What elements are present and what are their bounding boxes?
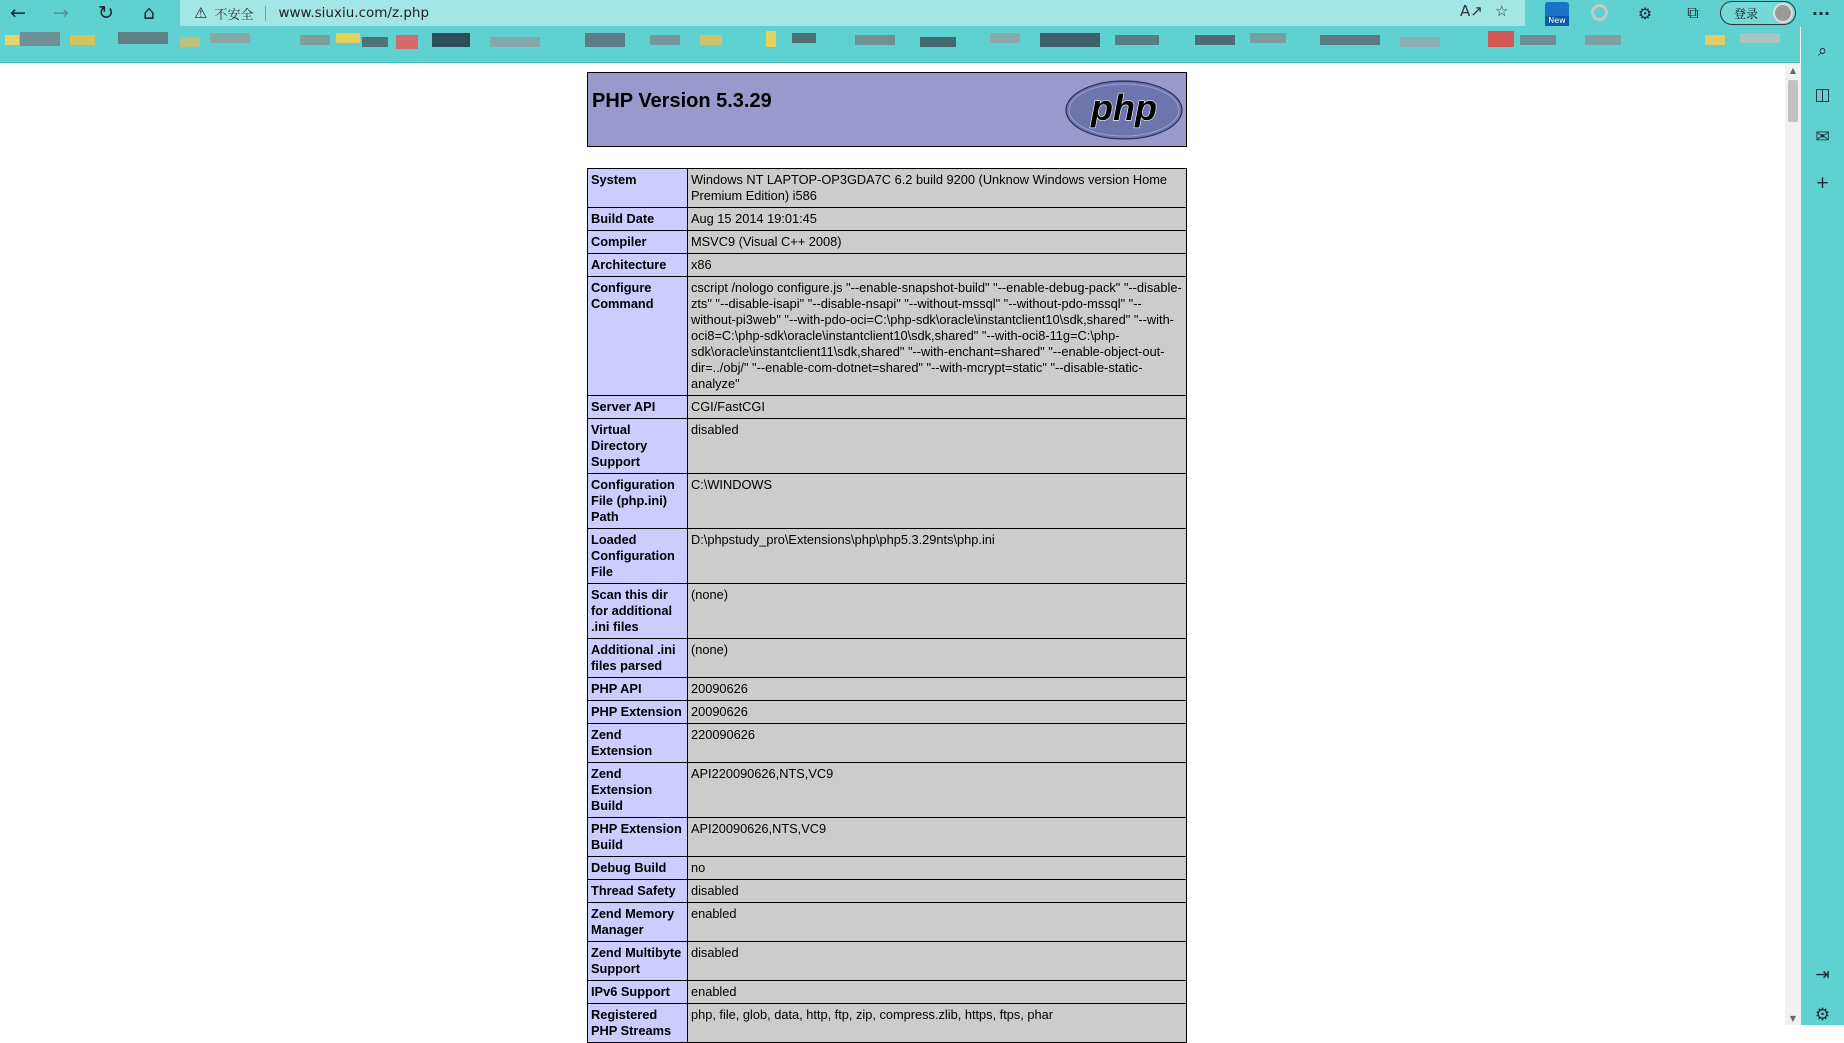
table-row bbox=[588, 981, 1187, 1004]
info-table-body bbox=[588, 169, 1187, 1043]
row-value: Aug 15 2014 19:01:45 bbox=[687, 208, 1186, 231]
extension-circle-icon[interactable] bbox=[1591, 4, 1608, 21]
row-value: 20090626 bbox=[687, 678, 1186, 701]
search-icon[interactable]: ⌕ bbox=[1817, 41, 1828, 61]
row-value: php, file, glob, data, http, ftp, zip, compress.zlib, https, ftps, phar bbox=[687, 1004, 1186, 1043]
scrollbar-thumb[interactable] bbox=[1788, 80, 1798, 122]
row-label: PHP Extension bbox=[588, 701, 688, 724]
row-label: Thread Safety bbox=[588, 880, 688, 903]
table-row bbox=[588, 254, 1187, 277]
php-logo-text: php bbox=[1091, 87, 1157, 128]
table-row bbox=[588, 880, 1187, 903]
new-extension-icon[interactable] bbox=[1545, 2, 1569, 26]
refresh-icon[interactable]: ↻ bbox=[98, 2, 114, 24]
row-value: no bbox=[687, 857, 1186, 880]
table-row bbox=[588, 419, 1187, 474]
scroll-down-icon[interactable]: ▼ bbox=[1789, 1014, 1797, 1023]
row-value: (none) bbox=[687, 584, 1186, 639]
page-title: PHP Version 5.3.29 bbox=[592, 90, 772, 112]
home-icon[interactable]: ⌂ bbox=[142, 2, 156, 24]
browser-toolbar bbox=[0, 0, 1844, 27]
row-label: Zend Extension Build bbox=[588, 763, 688, 818]
gear-icon[interactable]: ⚙ bbox=[1814, 1005, 1831, 1025]
table-row bbox=[588, 678, 1187, 701]
arrow-right-icon[interactable]: → bbox=[53, 2, 69, 24]
table-row bbox=[588, 396, 1187, 419]
php-logo bbox=[1064, 79, 1184, 141]
table-row bbox=[588, 942, 1187, 981]
row-label: Scan this dir for additional .ini files bbox=[588, 584, 688, 639]
row-value: D:\phpstudy_pro\Extensions\php\php5.3.29nts\php.ini bbox=[687, 529, 1186, 584]
table-row bbox=[588, 857, 1187, 880]
read-aloud-icon[interactable]: A↗ bbox=[1460, 2, 1483, 20]
row-value: disabled bbox=[687, 419, 1186, 474]
row-label: Server API bbox=[588, 396, 688, 419]
row-value: 220090626 bbox=[687, 724, 1186, 763]
row-label: PHP Extension Build bbox=[588, 818, 688, 857]
table-row bbox=[588, 1004, 1187, 1043]
insecure-label[interactable]: 不安全 bbox=[214, 7, 254, 23]
row-value: API220090626,NTS,VC9 bbox=[687, 763, 1186, 818]
table-row bbox=[588, 231, 1187, 254]
arrow-left-icon[interactable]: ← bbox=[10, 2, 26, 24]
row-label: Build Date bbox=[588, 208, 688, 231]
collections-icon[interactable]: ⧉ bbox=[1687, 3, 1699, 22]
row-value: disabled bbox=[687, 942, 1186, 981]
row-label: Configuration File (php.ini) Path bbox=[588, 474, 688, 529]
table-row bbox=[588, 584, 1187, 639]
scroll-up-icon[interactable]: ▲ bbox=[1789, 66, 1797, 75]
login-button[interactable]: 登录 bbox=[1720, 1, 1796, 25]
outlook-icon[interactable]: ✉ bbox=[1815, 127, 1830, 147]
row-label: Additional .ini files parsed bbox=[588, 639, 688, 678]
row-value: cscript /nologo configure.js "--enable-snapshot-build" "--enable-debug-pack" "--disable-zts" "--disable-isapi" "--disable-nsapi" "--without-mssql" "--without-pdo-mssql" "--without-pi3web" "--with-pdo-oci=C:\php-sdk\oracle\instantclient10\sdk,shared" "--with-oci8=C:\php-sdk\oracle\instantclient10\sdk,shared" "--with-oci8-11g=C:\php-sdk\oracle\instantclient11\sdk,shared" "--with-enchant=shared" "--enable-object-out-dir=../obj/" "--enable-com-dotnet=shared" "--with-mcrypt=static" "--disable-static-analyze" bbox=[687, 277, 1186, 396]
address-bar[interactable] bbox=[180, 0, 1525, 26]
table-row bbox=[588, 724, 1187, 763]
table-row bbox=[588, 277, 1187, 396]
row-label: Zend Memory Manager bbox=[588, 903, 688, 942]
row-label: Debug Build bbox=[588, 857, 688, 880]
row-value: C:\WINDOWS bbox=[687, 474, 1186, 529]
warning-triangle-icon[interactable]: ⚠ bbox=[194, 4, 208, 22]
php-version-header bbox=[587, 72, 1187, 147]
row-label: System bbox=[588, 169, 688, 208]
page-content bbox=[0, 64, 1785, 1038]
table-row bbox=[588, 818, 1187, 857]
row-value: 20090626 bbox=[687, 701, 1186, 724]
info-table bbox=[587, 168, 1187, 1043]
table-row bbox=[588, 701, 1187, 724]
row-value: (none) bbox=[687, 639, 1186, 678]
address-separator bbox=[265, 6, 266, 21]
add-icon[interactable]: + bbox=[1815, 173, 1830, 193]
row-value: API20090626,NTS,VC9 bbox=[687, 818, 1186, 857]
row-label: IPv6 Support bbox=[588, 981, 688, 1004]
row-label: Loaded Configuration File bbox=[588, 529, 688, 584]
table-row bbox=[588, 529, 1187, 584]
row-value: enabled bbox=[687, 903, 1186, 942]
row-label: Zend Extension bbox=[588, 724, 688, 763]
row-label: PHP API bbox=[588, 678, 688, 701]
bookmarks-bar[interactable] bbox=[0, 27, 1800, 63]
row-label: Configure Command bbox=[588, 277, 688, 396]
vertical-scrollbar[interactable] bbox=[1785, 64, 1801, 1025]
row-value: Windows NT LAPTOP-OP3GDA7C 6.2 build 9200 (Unknow Windows version Home Premium Edition) i586 bbox=[687, 169, 1186, 208]
row-label: Virtual Directory Support bbox=[588, 419, 688, 474]
row-label: Registered PHP Streams bbox=[588, 1004, 688, 1043]
row-value: MSVC9 (Visual C++ 2008) bbox=[687, 231, 1186, 254]
table-row bbox=[588, 474, 1187, 529]
avatar-icon[interactable] bbox=[1773, 3, 1793, 23]
table-row bbox=[588, 639, 1187, 678]
more-icon[interactable]: ··· bbox=[1811, 3, 1831, 23]
row-label: Architecture bbox=[588, 254, 688, 277]
row-label: Compiler bbox=[588, 231, 688, 254]
row-value: CGI/FastCGI bbox=[687, 396, 1186, 419]
row-value: enabled bbox=[687, 981, 1186, 1004]
edge-sidebar bbox=[1801, 27, 1844, 1025]
url-text[interactable]: www.siuxiu.com/z.php bbox=[278, 5, 430, 21]
sidebar-collapse-icon[interactable]: ⇥ bbox=[1815, 965, 1830, 985]
row-label: Zend Multibyte Support bbox=[588, 942, 688, 981]
star-add-icon[interactable]: ☆ bbox=[1495, 2, 1509, 20]
table-row bbox=[588, 763, 1187, 818]
table-row bbox=[588, 903, 1187, 942]
table-row bbox=[588, 169, 1187, 208]
row-value: disabled bbox=[687, 880, 1186, 903]
table-row bbox=[588, 208, 1187, 231]
puzzle-icon[interactable]: ⚙ bbox=[1637, 3, 1653, 23]
row-value: x86 bbox=[687, 254, 1186, 277]
extension-new-badge: New bbox=[1545, 16, 1569, 26]
office-icon[interactable]: ◫ bbox=[1814, 85, 1831, 105]
